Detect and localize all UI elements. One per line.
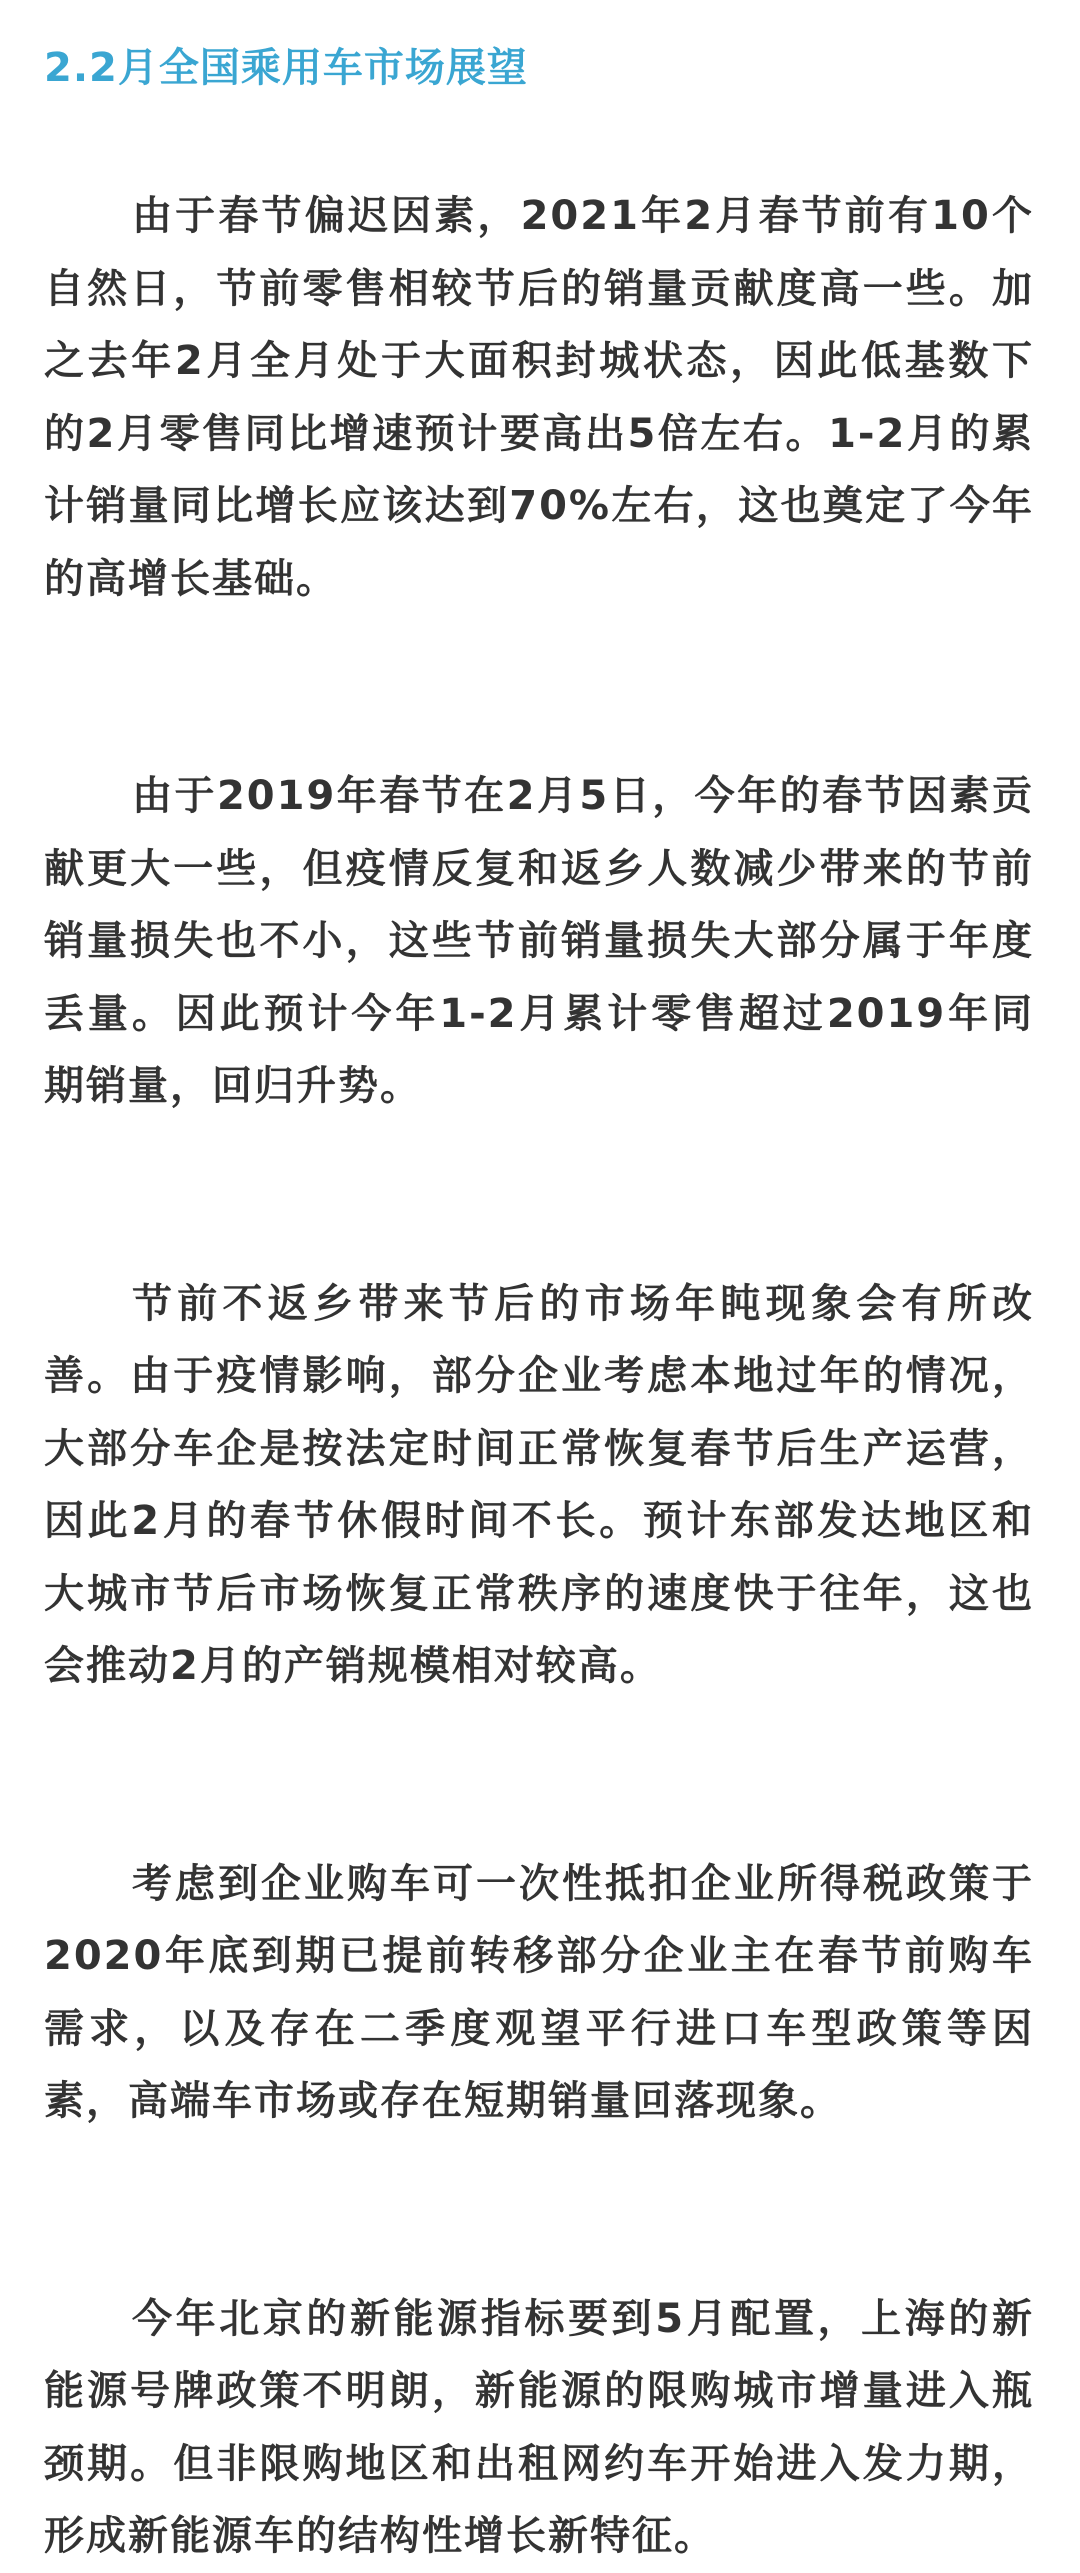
paragraph-1: 由于春节偏迟因素，2021年2月春节前有10个自然日，节前零售相较节后的销量贡献度高一些。加之去年2月全月处于大面积封城状态，因此低基数下的2月零售同比增速预计要高出5倍左右。1-2月的累计销量同比增长应该达到70%左右，这也奠定了今年的高增长基础。 [44, 193, 1034, 602]
section-title: 2.2月全国乘用车市场展望 [44, 45, 528, 91]
paragraph-3: 节前不返乡带来节后的市场年盹现象会有所改善。由于疫情影响，部分企业考虑本地过年的情况，大部分车企是按法定时间正常恢复春节后生产运营，因此2月的春节休假时间不长。预计东部发达地区和大城市节后市场恢复正常秩序的速度快于往年，这也会推动2月的产销规模相对较高。 [44, 1280, 1034, 1689]
article [44, 40, 1034, 2573]
paragraph-5: 今年北京的新能源指标要到5月配置，上海的新能源号牌政策不明朗，新能源的限购城市增量进入瓶颈期。但非限购地区和出租网约车开始进入发力期，形成新能源车的结构性增长新特征。 [44, 2295, 1034, 2559]
paragraph-2: 由于2019年春节在2月5日，今年的春节因素贡献更大一些，但疫情反复和返乡人数减少带来的节前销量损失也不小，这些节前销量损失大部分属于年度丢量。因此预计今年1-2月累计零售超过2019年同期销量，回归升势。 [44, 773, 1034, 1109]
paragraph-4: 考虑到企业购车可一次性抵扣企业所得税政策于2020年底到期已提前转移部分企业主在春节前购车需求，以及存在二季度观望平行进口车型政策等因素，高端车市场或存在短期销量回落现象。 [44, 1860, 1034, 2124]
